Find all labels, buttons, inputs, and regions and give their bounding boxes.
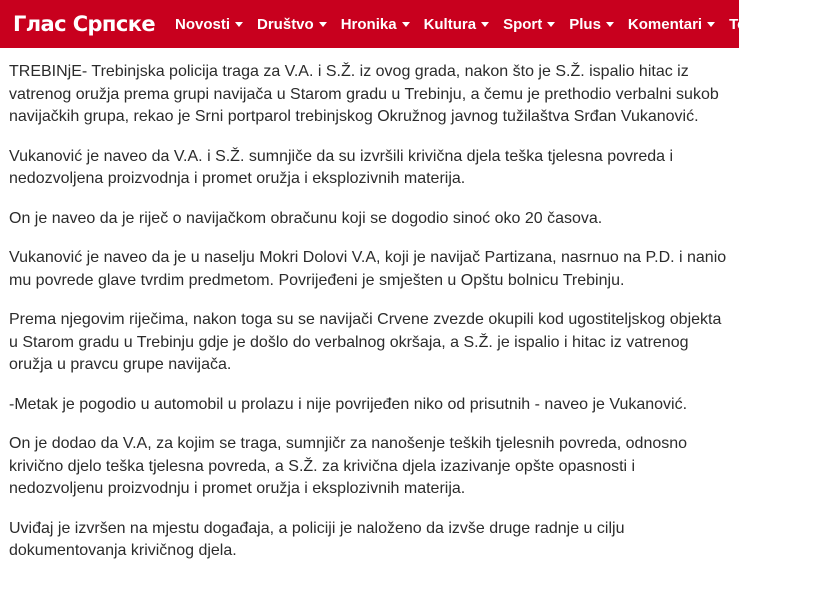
- nav-item-label: Društvo: [257, 15, 314, 33]
- nav-item-label: Novosti: [175, 15, 231, 33]
- article-paragraph: On je dodao da V.A, za kojim se traga, sumnjičr za nanošenje teških tjelesnih povreda, odnosno krivično djelo teška tjelesna povreda, a S.Ž. za krivična djela izazivanje opšte opasnosti i nedozvoljenu proizvodnju i promet oružja i eksplozivnih materija.: [9, 435, 688, 497]
- chevron-down-icon: [235, 22, 243, 27]
- nav-item-label: Sport: [503, 15, 543, 33]
- nav-item-sport[interactable]: [503, 16, 555, 33]
- nav-item-tehnologija[interactable]: [729, 16, 825, 33]
- chevron-down-icon: [606, 22, 614, 27]
- article-paragraph: Uviđaj je izvršen na mjestu događaja, a policiji je naloženo da izvše druge radnje u cilju dokumentovanja krivičnog djela.: [9, 519, 625, 559]
- article-paragraph: Vukanović je naveo da je u naselju Mokri Dolovi V.A, koji je navijač Partizana, nasrnuo na P.D. i nanio mu povrede glave tvrdim predmetom. Povrijeđeni je smješten u Opštu bolnicu Trebinju.: [9, 249, 727, 289]
- article-body: [9, 61, 729, 580]
- nav-item-label: Hronika: [340, 15, 397, 33]
- article-paragraph: -Metak je pogodio u automobil u prolazu i nije povrijeđen niko od prisutnih - naveo je Vukanović.: [9, 395, 688, 413]
- chevron-down-icon: [547, 22, 555, 27]
- chevron-down-icon: [481, 22, 489, 27]
- nav-item-label: Tehnologija: [729, 15, 813, 33]
- nav-item-label: Plus: [569, 15, 601, 33]
- article-paragraph: Prema njegovim riječima, nakon toga su se navijači Crvene zvezde okupili kod ugostiteljskog objekta u Starom gradu u Trebinju gdje je došlo do verbalnog okršaja, a S.Ž. je ispalio i hitac iz vatrenog oružja u pravcu grupe navijača.: [9, 311, 722, 373]
- nav-item-label: Kultura: [423, 15, 477, 33]
- site-logo[interactable]: Глас Српске: [13, 12, 155, 36]
- nav-item-label: Komentari: [627, 15, 703, 33]
- article-paragraph: On je naveo da je riječ o navijačkom obračunu koji se dogodio sinoć oko 20 časova.: [9, 209, 603, 227]
- article-paragraph: TREBINjE- Trebinjska policija traga za V.A. i S.Ž. iz ovog grada, nakon što je S.Ž. ispalio hitac iz vatrenog oružja prema grupi navijača u Starom gradu u Trebinju, a čemu je prethodio verbalni sukob navijačkih grupa, rekao je Srni portparol trebinjskog Okružnog javnog tužilaštva Srđan Vukanović.: [9, 63, 719, 125]
- chevron-down-icon: [319, 22, 327, 27]
- chevron-down-icon: [402, 22, 410, 27]
- nav-item-hronika[interactable]: [341, 16, 410, 33]
- nav-item-plus[interactable]: [569, 16, 614, 33]
- nav-item-novosti[interactable]: [175, 16, 243, 33]
- nav-item-kultura[interactable]: [424, 16, 490, 33]
- chevron-down-icon: [817, 22, 825, 27]
- top-navigation-bar: [0, 0, 813, 48]
- chevron-down-icon: [707, 22, 715, 27]
- nav-item-komentari[interactable]: [628, 16, 715, 33]
- nav-item-drustvo[interactable]: [257, 16, 327, 33]
- article-paragraph: Vukanović je naveo da V.A. i S.Ž. sumnjiče da su izvršili krivična djela teška tjelesna povreda i nedozvoljena proizvodnja i promet oružja i eksplozivnih materija.: [9, 147, 674, 187]
